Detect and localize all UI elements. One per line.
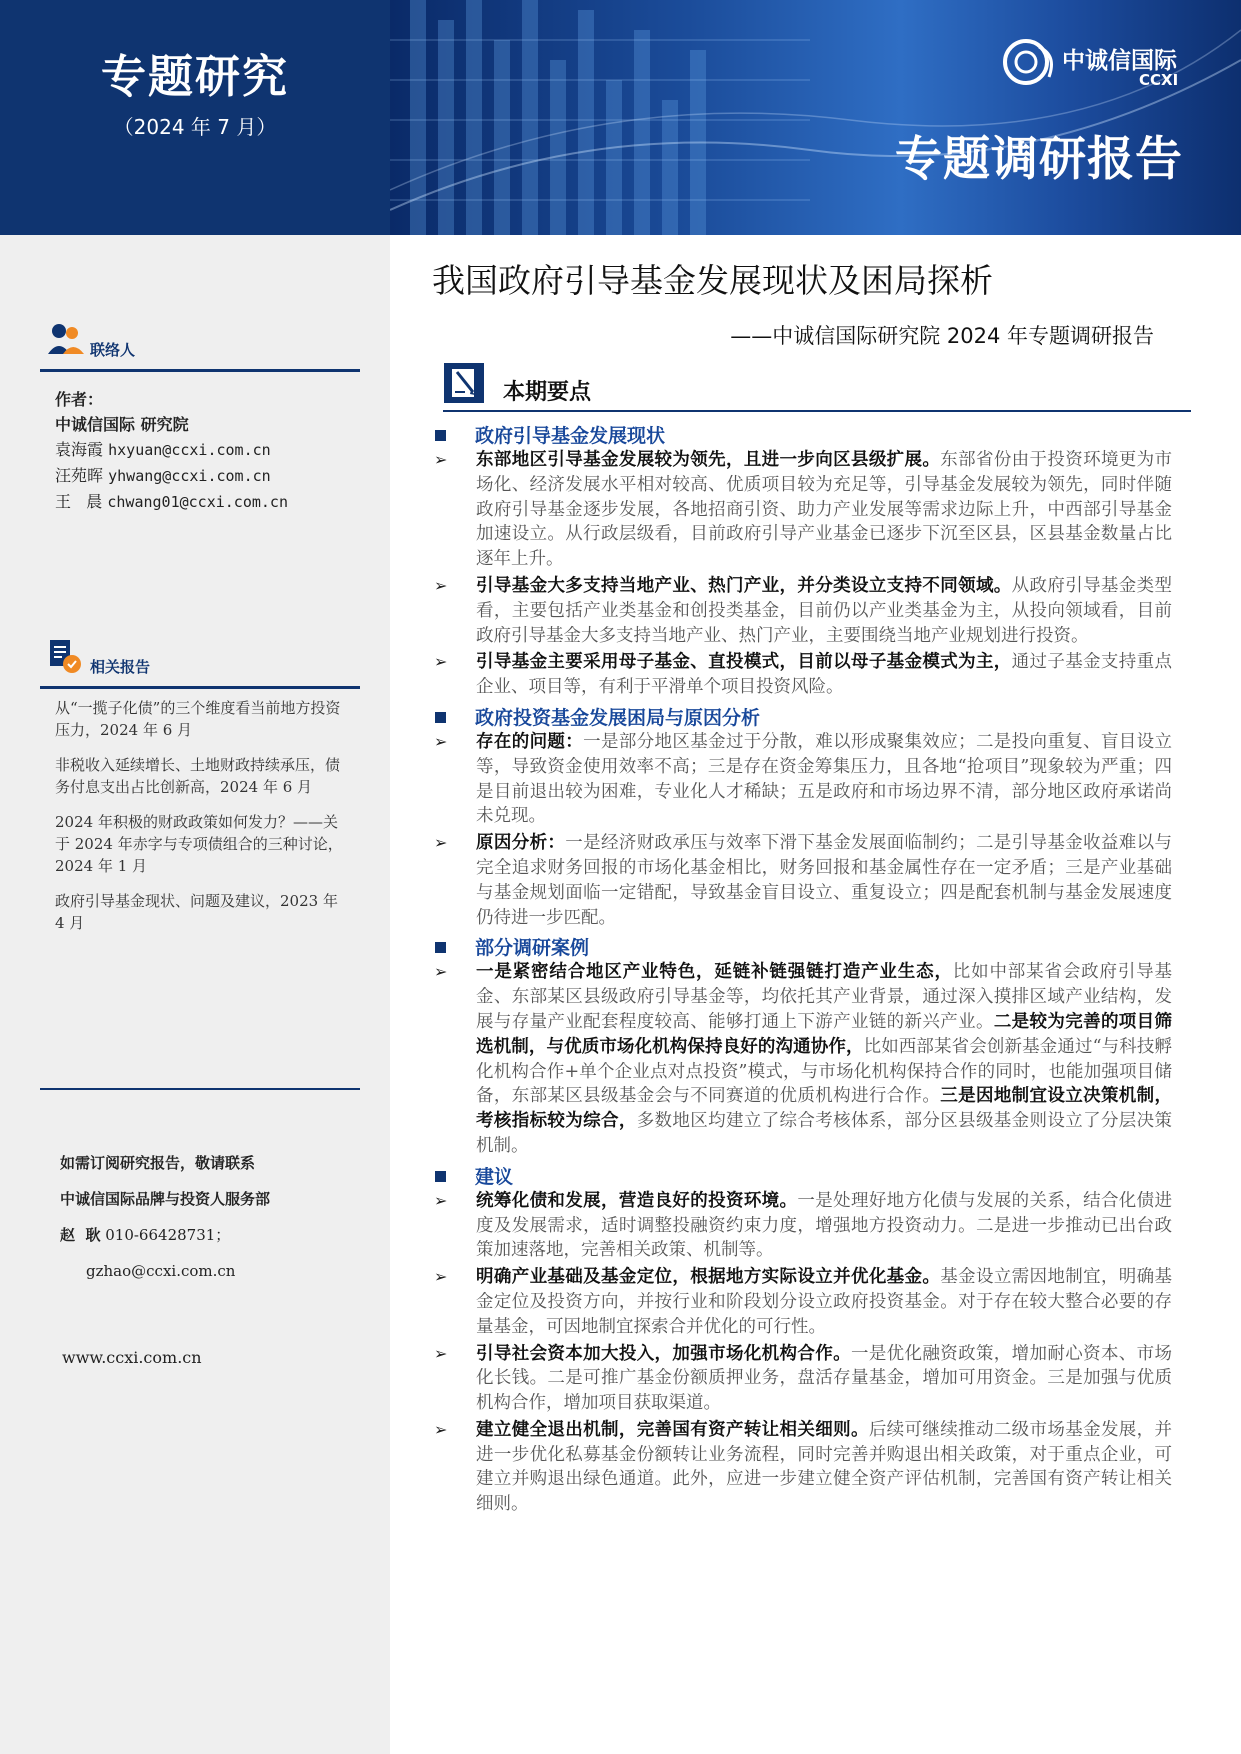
sidebar bbox=[0, 235, 390, 1754]
square-bullet-icon bbox=[435, 1171, 446, 1182]
arrow-bullet-icon: ➢ bbox=[434, 833, 448, 853]
square-bullet-icon bbox=[435, 430, 446, 441]
key-point bbox=[430, 574, 1172, 648]
key-point bbox=[430, 960, 1172, 1158]
key-point-lead: 引导基金主要采用母子基金、直投模式，目前以母子基金模式为主， bbox=[476, 652, 1012, 673]
key-point-lead: 三是因地制宜设立决策机制，考核指标较为综合， bbox=[476, 1086, 1173, 1132]
contact-line bbox=[60, 1217, 270, 1253]
key-point-text: 比如西部某省会创新基金通过“与科技孵化机构合作+单个企业点对点投资”模式，与市场化机构保持合作的同时，也能加强项目储备，东部某区县级基金会与不同赛道的优质机构进行合作。 bbox=[476, 1036, 1173, 1107]
contact-name: 赵 耿 bbox=[60, 1226, 101, 1244]
author-email[interactable]: chwang01@ccxi.com.cn bbox=[107, 493, 288, 511]
subscribe-note: 如需订阅研究报告，敬请联系 bbox=[60, 1154, 256, 1172]
key-point-text: 后续可继续推动二级市场基金发展，并进一步优化私募基金份额转让业务流程，同时完善并购退出相关政策，对于重点企业，可建立并购退出绿色通道。此外，应进一步建立健全资产评估机制，完善国有资产转让相关细则。 bbox=[476, 1419, 1173, 1515]
section-title: 部分调研案例 bbox=[475, 937, 590, 960]
contact-email[interactable]: gzhao@ccxi.com.cn bbox=[86, 1262, 236, 1280]
arrow-bullet-icon: ➢ bbox=[434, 575, 448, 595]
section-title: 建议 bbox=[475, 1165, 514, 1188]
author-org: 中诚信国际 研究院 bbox=[55, 415, 189, 434]
section-title: 政府投资基金发展困局与原因分析 bbox=[475, 706, 761, 729]
related-report-item[interactable]: 从“一揽子化债”的三个维度看当前地方投资压力，2024 年 6 月 bbox=[55, 699, 341, 739]
author-name: 汪苑晖 bbox=[55, 466, 104, 485]
related-report-item[interactable]: 2024 年积极的财政政策如何发力？——关于 2024 年赤字与专项债组合的三种讨论，2024 年 1 月 bbox=[55, 813, 343, 875]
key-point bbox=[430, 1265, 1172, 1339]
key-point bbox=[430, 730, 1172, 829]
website-link[interactable]: www.ccxi.com.cn bbox=[62, 1348, 202, 1367]
key-point bbox=[430, 1418, 1172, 1517]
ccxi-logo bbox=[999, 33, 1189, 91]
author-label: 作者： bbox=[55, 390, 104, 409]
key-point bbox=[430, 448, 1172, 572]
contacts-heading bbox=[40, 320, 360, 372]
key-point-text: 基金设立需因地制宜，明确基金定位及投资方向，并按行业和阶段划分设立政府投资基金。对于存在较大整合必要的存量基金，可因地制宜探索合并优化的可行性。 bbox=[476, 1267, 1173, 1337]
arrow-bullet-icon: ➢ bbox=[434, 450, 448, 469]
key-points-rule bbox=[443, 410, 1191, 412]
related-reports-heading bbox=[40, 637, 360, 689]
key-point-lead: 东部地区引导基金发展较为领先，且进一步向区县级扩展。 bbox=[476, 450, 941, 470]
report-type-title: 专题调研报告 bbox=[895, 132, 1183, 187]
key-point-text: 从政府引导基金类型看，主要包括产业类基金和创投类基金，目前仍以产业类基金为主，从投向领域看，目前政府引导基金大多支持当地产业、热门产业，主要围绕当地产业规划进行投资。 bbox=[476, 575, 1172, 646]
report-title: 我国政府引导基金发展现状及困局探析 bbox=[432, 261, 993, 300]
key-point-text: 一是优化融资政策，增加耐心资本、市场化长钱。二是可推广基金份额质押业务，盘活存量基金，增加可用资金。三是加强与优质机构合作，增加项目获取渠道。 bbox=[476, 1343, 1173, 1414]
author-name: 袁海霞 bbox=[55, 440, 104, 459]
author-email[interactable]: hxyuan@ccxi.com.cn bbox=[108, 441, 271, 459]
header-left-title: 专题研究 bbox=[100, 50, 289, 103]
arrow-bullet-icon: ➢ bbox=[434, 962, 448, 982]
section-heading bbox=[430, 1162, 1172, 1189]
key-point-lead: 明确产业基础及基金定位，根据地方实际设立并优化基金。 bbox=[476, 1267, 941, 1288]
related-report-item[interactable]: 政府引导基金现状、问题及建议，2023 年 4 月 bbox=[55, 892, 338, 932]
header-date: （2024 年 7 月） bbox=[113, 115, 277, 139]
key-point bbox=[430, 1189, 1172, 1263]
subscription-contact bbox=[60, 1145, 270, 1289]
people-icon bbox=[46, 320, 86, 360]
key-point-text: 通过子基金支持重点企业、项目等，有利于平滑单个项目投资风险。 bbox=[476, 652, 1172, 698]
key-point-lead: 建立健全退出机制，完善国有资产转让相关细则。 bbox=[476, 1419, 869, 1440]
logo-text-cn: 中诚信国际 bbox=[1062, 48, 1177, 74]
key-point-lead: 一是紧密结合地区产业特色，延链补链强链打造产业生态， bbox=[476, 962, 953, 983]
arrow-bullet-icon: ➢ bbox=[434, 731, 448, 751]
arrow-bullet-icon: ➢ bbox=[434, 1343, 448, 1363]
contacts-rule bbox=[40, 369, 360, 372]
logo-text-en: CCXI bbox=[1139, 71, 1179, 89]
arrow-bullet-icon: ➢ bbox=[434, 652, 448, 672]
author-row bbox=[55, 489, 288, 515]
sidebar-divider bbox=[40, 1088, 360, 1090]
key-points-heading bbox=[443, 362, 1191, 412]
key-point-text: 一是处理好地方化债与发展的关系，结合化债进度及发展需求，适时调整投融资约束力度，增强地方投资动力。二是进一步推动已出台政策加速落地，完善相关政策、机制等。 bbox=[476, 1190, 1173, 1261]
key-point-text: 一是部分地区基金过于分散，难以形成聚集效应；二是投向重复、盲目设立等，导致资金使用效率不高；三是存在资金筹集压力，且各地“抢项目”现象较为严重；四是目前退出较为困难，专业化人才稀缺；五是政府和市场边界不清，部分地区政府承诺尚未兑现。 bbox=[476, 731, 1173, 827]
key-point-text: 东部省份由于投资环境更为市场化、经济发展水平相对较高、优质项目较为充足等，引导基金发展较为领先，同时伴随政府引导基金逐步发展，各地招商引资、助力产业发展等需求边际上升，中西部引导基金加速设立。从行政层级看，目前政府引导产业基金已逐步下沉至区县，区县基金数量占比逐年上升。 bbox=[476, 450, 1173, 570]
pen-document-icon bbox=[443, 362, 485, 404]
section-heading bbox=[430, 421, 1172, 448]
ccxi-logo-icon bbox=[999, 33, 1059, 91]
arrow-bullet-icon: ➢ bbox=[434, 1419, 448, 1439]
section-heading bbox=[430, 933, 1172, 960]
document-icon bbox=[46, 637, 86, 677]
key-point-lead: 引导基金大多支持当地产业、热门产业，并分类设立支持不同领域。 bbox=[476, 575, 1012, 596]
key-point-lead: 原因分析： bbox=[476, 833, 566, 854]
key-point-text: 比如中部某省会政府引导基金、东部某区县级政府引导基金等，均依托其产业背景，通过深入摸排区域产业结构，发展与存量产业配套程度较高、能够打通上下游产业链的新兴产业。 bbox=[476, 962, 1173, 1032]
key-point-lead: 二是较为完善的项目筛选机制，与优质市场化机构保持良好的沟通协作， bbox=[476, 1011, 1173, 1057]
contacts-label: 联络人 bbox=[90, 341, 136, 359]
arrow-bullet-icon: ➢ bbox=[434, 1267, 448, 1287]
key-point-text: 一是经济财政承压与效率下滑下基金发展面临制约；二是引导基金收益难以与完全追求财务回报的市场化基金相比，财务回报和基金属性存在一定矛盾；三是产业基础与基金规划面临一定错配，导致基金盲目设立、重复设立；四是配套机制与基金发展速度仍待进一步匹配。 bbox=[476, 833, 1173, 928]
section-heading bbox=[430, 703, 1172, 730]
author-email[interactable]: yhwang@ccxi.com.cn bbox=[108, 467, 271, 485]
key-point bbox=[430, 831, 1172, 930]
author-row bbox=[55, 437, 288, 463]
report-subtitle: ——中诚信国际研究院 2024 年专题调研报告 bbox=[730, 324, 1154, 348]
authors-block bbox=[55, 387, 288, 515]
related-reports-rule bbox=[40, 686, 360, 689]
section-title: 政府引导基金发展现状 bbox=[475, 425, 666, 447]
header-left-panel bbox=[0, 0, 390, 235]
key-point bbox=[430, 650, 1172, 700]
key-points-content bbox=[430, 418, 1172, 1519]
key-point-text: 多数地区均建立了综合考核体系，部分区县级基金则设立了分层决策机制。 bbox=[476, 1111, 1173, 1156]
related-report-item[interactable]: 非税收入延续增长、土地财政持续承压，债务付息支出占比创新高，2024 年 6 月 bbox=[55, 756, 341, 796]
square-bullet-icon bbox=[435, 942, 446, 953]
related-reports-list bbox=[55, 697, 345, 947]
key-point-lead: 存在的问题： bbox=[476, 731, 584, 752]
author-row bbox=[55, 463, 288, 489]
square-bullet-icon bbox=[435, 712, 446, 723]
arrow-bullet-icon: ➢ bbox=[434, 1190, 448, 1210]
header-banner bbox=[390, 0, 1241, 235]
key-point-lead: 引导社会资本加大投入，加强市场化机构合作。 bbox=[476, 1343, 851, 1364]
contact-phone: 010-66428731； bbox=[105, 1226, 231, 1244]
key-point bbox=[430, 1342, 1172, 1416]
author-name: 王 晨 bbox=[55, 492, 103, 511]
related-reports-label: 相关报告 bbox=[90, 658, 151, 676]
service-dept: 中诚信国际品牌与投资人服务部 bbox=[60, 1190, 271, 1208]
key-points-label: 本期要点 bbox=[503, 380, 592, 405]
key-point-lead: 统筹化债和发展，营造良好的投资环境。 bbox=[476, 1190, 798, 1211]
